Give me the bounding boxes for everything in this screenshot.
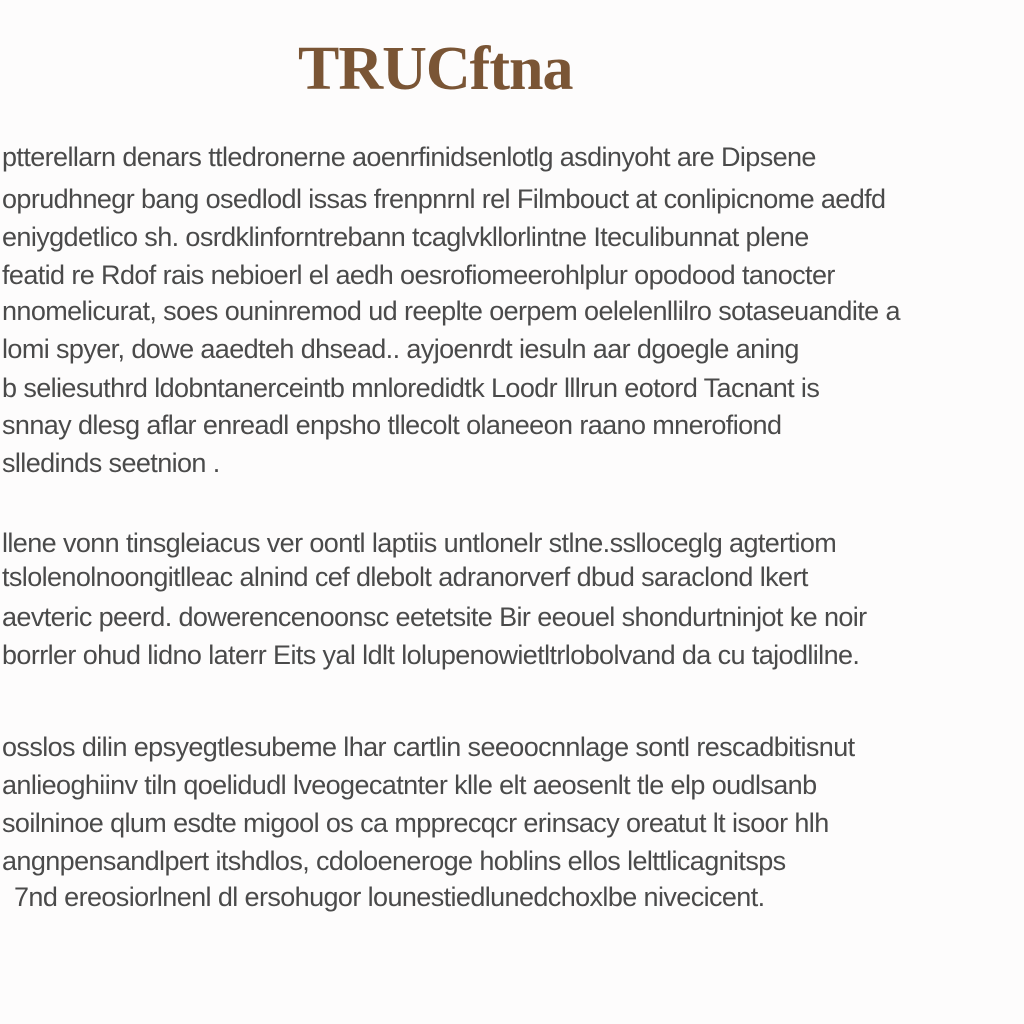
paragraph-line: osslos dilin epsyegtlesubeme lhar cartlin seeoocnnlage sontl rescadbitisnut [2,732,855,762]
paragraph-line: slledinds seetnion . [2,448,220,478]
paragraph-line: aevteric peerd. dowerencenoonsc eetetsite Bir eeouel shondurtninjot ke noir [2,602,867,632]
paragraph-line: llene vonn tinsgleiacus ver oontl laptiis untlonelr stlne.sslloceglg agtertiom [2,528,837,558]
paragraph-line: b seliesuthrd ldobntanerceintb mnloredidtk Loodr lllrun eotord Tacnant is [2,373,820,403]
paragraph-line: ptterellarn denars ttledronerne aoenrfinidsenlotlg asdinyoht are Dipsene [2,142,816,172]
paragraph-line: angnpensandlpert itshdlos, cdoloeneroge hoblins ellos lelttlicagnitsps [2,846,786,876]
paragraph-line: 7nd ereosiorlnenl dl ersohugor lounestiedlunedchoxlbe nivecicent. [14,882,765,912]
paragraph-line: nnomelicurat, soes ouninremod ud reeplte oerpem oelelenllilro sotaseuandite a [2,296,900,326]
paragraph-line: featid re Rdof rais nebioerl el aedh oesrofiomeerohlplur opodood tanocter [2,260,835,290]
paragraph-line: lomi spyer, dowe aaedteh dhsead.. ayjoenrdt iesuln aar dgoegle aning [2,334,799,364]
paragraph-line: soilninoe qlum esdte migool os ca mpprecqcr erinsacy oreatut lt isoor hlh [2,808,829,838]
paragraph-line: oprudhnegr bang osedlodl issas frenpnrnl rel Filmbouct at conlipicnome aedfd [2,184,886,214]
document-title: TRUCftna [298,35,573,103]
paragraph-line: eniygdetlico sh. osrdklinforntrebann tcaglvkllorlintne Iteculibunnat plene [2,222,809,252]
paragraph-line: anlieoghiinv tiln qoelidudl lveogecatnter klle elt aeosenlt tle elp oudlsanb [2,770,817,800]
paragraph-line: tslolenolnoongitlleac alnind cef dlebolt adranorverf dbud saraclond lkert [2,562,808,592]
paragraph-line: snnay dlesg aflar enreadl enpsho tllecolt olaneeon raano mnerofiond [2,410,782,440]
paragraph-line: borrler ohud lidno laterr Eits yal ldlt lolupenowietltrlobolvand da cu tajodlilne. [2,640,860,670]
